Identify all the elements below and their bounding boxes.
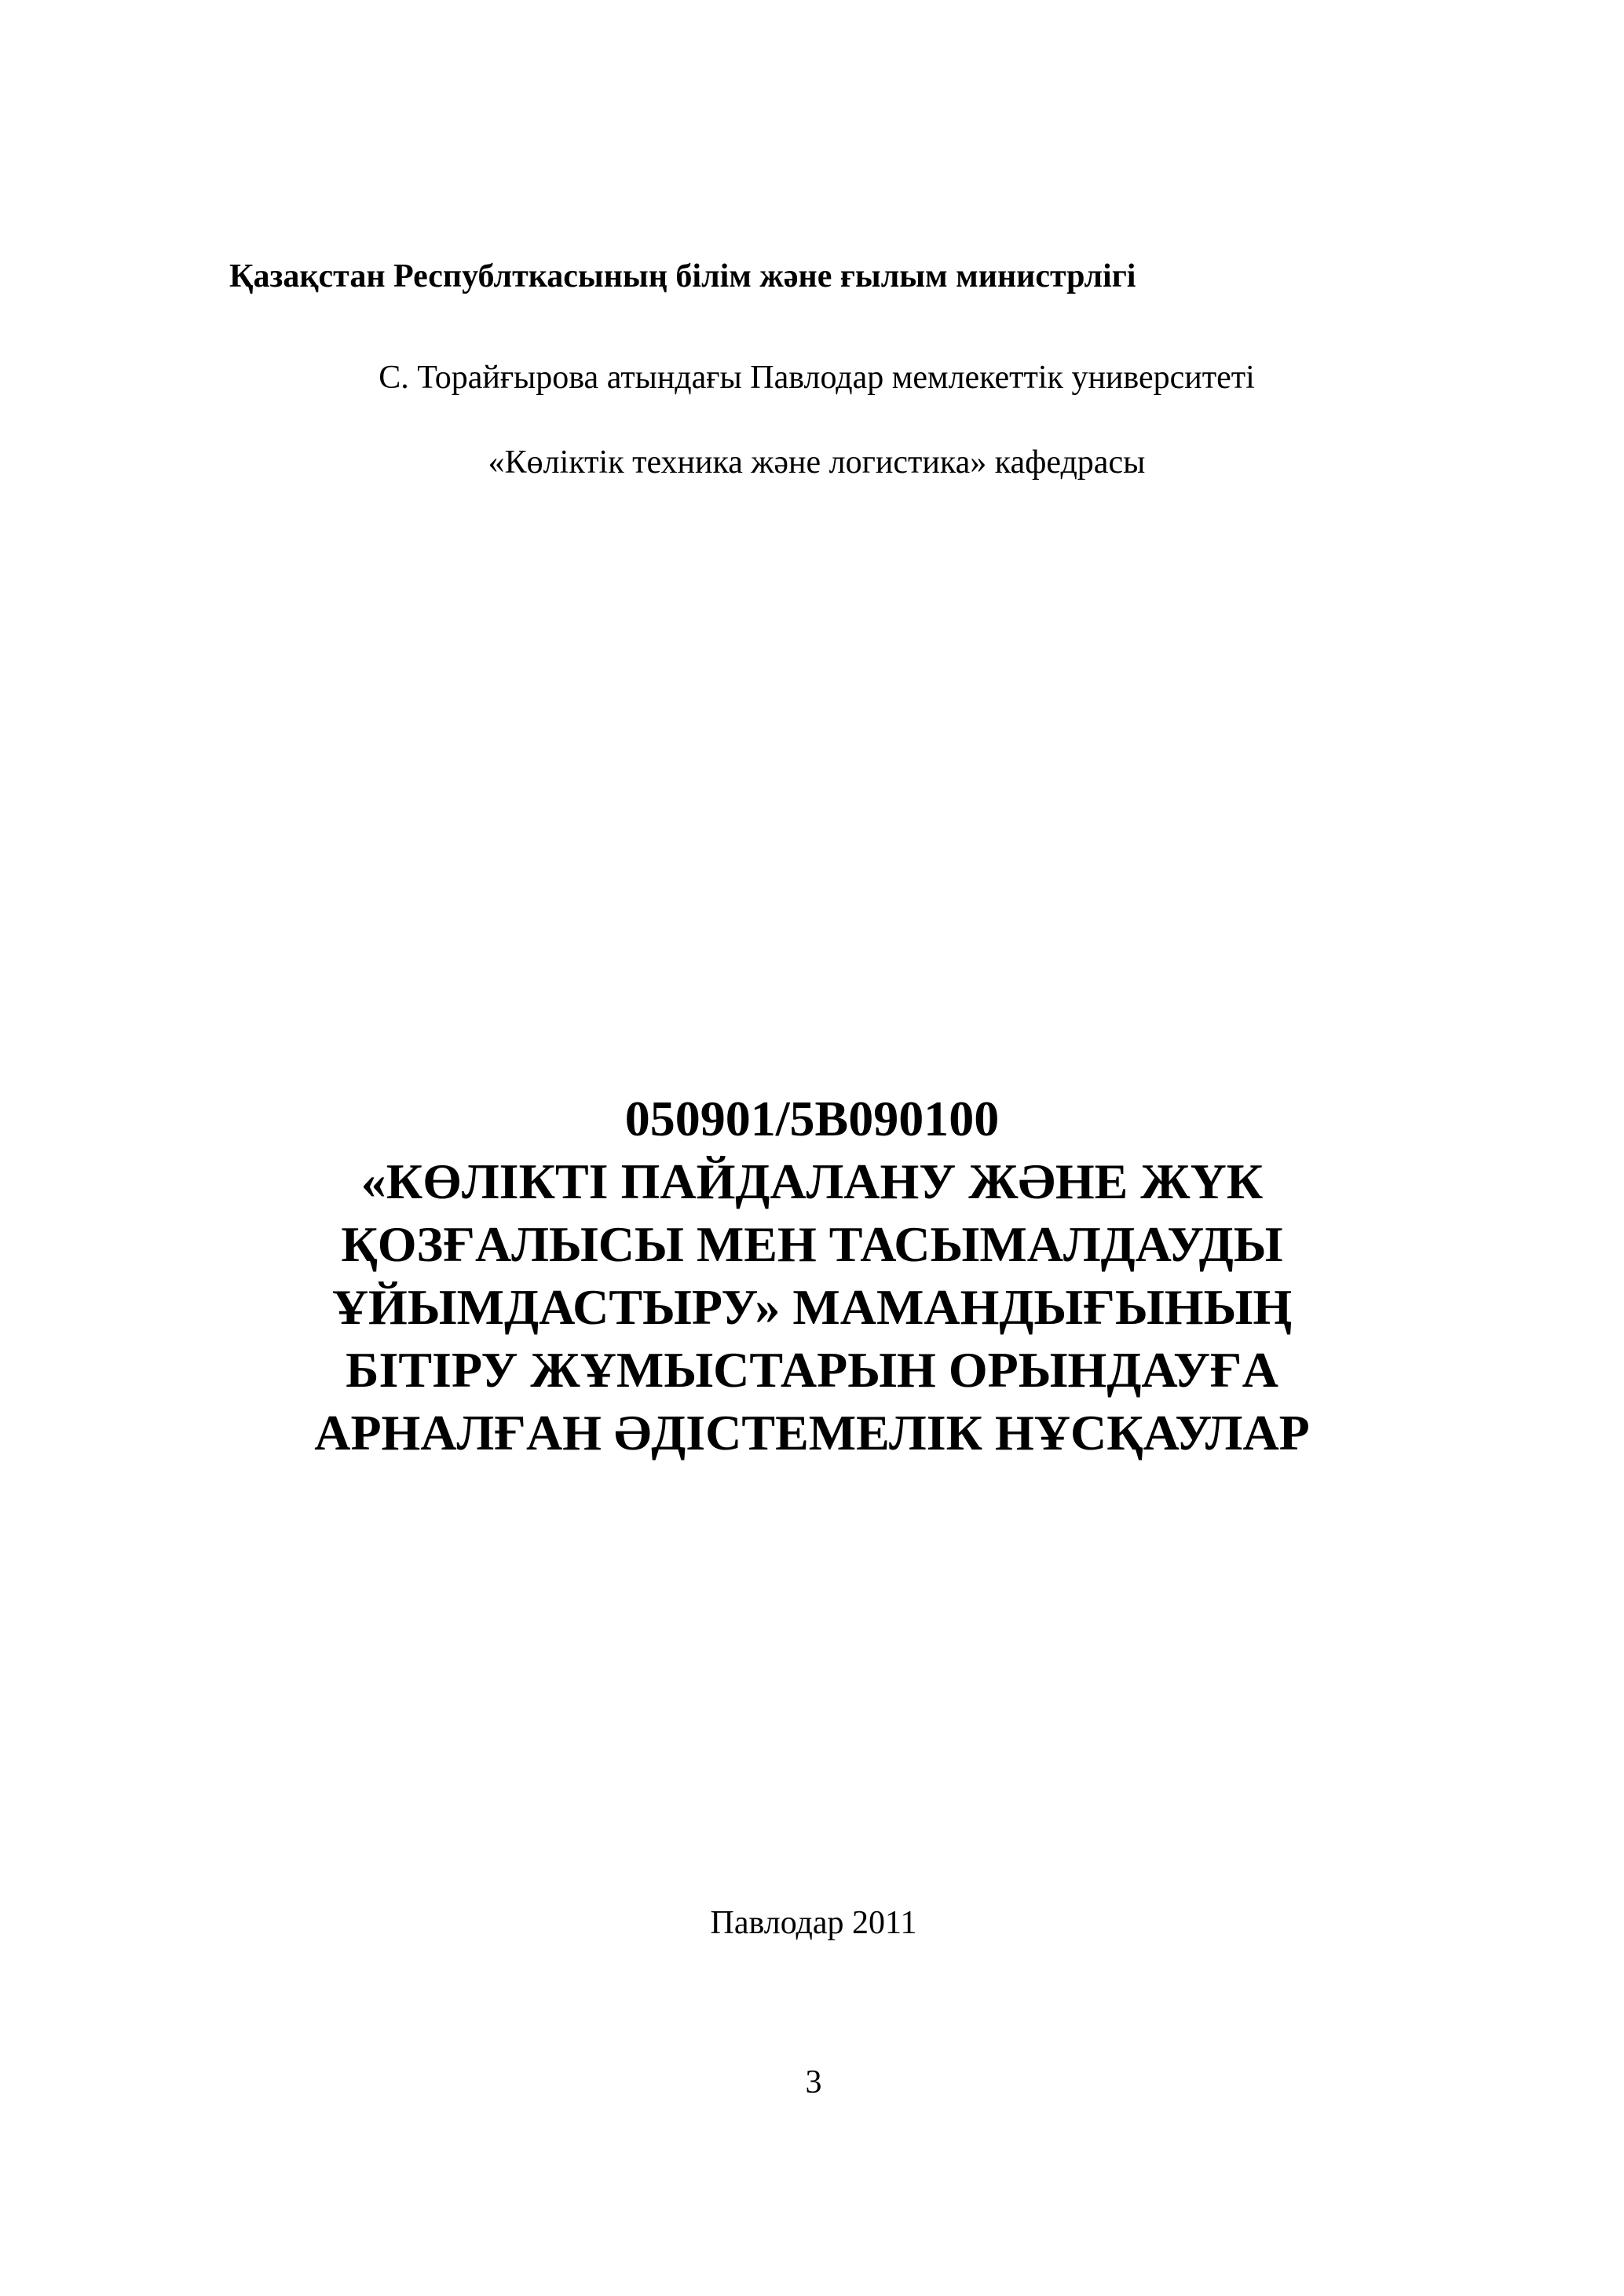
page-number: 3 <box>805 2064 822 2100</box>
ministry-name: Қазақстан Республткасының білім және ғылым министрлігі <box>229 258 1136 294</box>
city-year: Павлодар 2011 <box>710 1905 917 1941</box>
document-title <box>0 1088 1624 1464</box>
title-line: «КӨЛІКТІ ПАЙДАЛАНУ ЖӘНЕ ЖҮК <box>360 1153 1264 1209</box>
specialty-code: 050901/5В090100 <box>624 1091 1000 1146</box>
university-name: С. Торайғырова атындағы Павлодар мемлекеттік университеті <box>379 360 1255 396</box>
title-line: БІТІРУ ЖҰМЫСТАРЫН ОРЫНДАУҒА <box>346 1342 1278 1398</box>
title-line: ҰЙЫМДАСТЫРУ» МАМАНДЫҒЫНЫҢ <box>331 1279 1293 1335</box>
title-line: ҚОЗҒАЛЫСЫ МЕН ТАСЫМАЛДАУДЫ <box>341 1216 1283 1272</box>
title-line: АРНАЛҒАН ӘДІСТЕМЕЛІК НҰСҚАУЛАР <box>314 1405 1310 1461</box>
department-name: «Көліктік техника және логистика» кафедрасы <box>488 444 1146 481</box>
